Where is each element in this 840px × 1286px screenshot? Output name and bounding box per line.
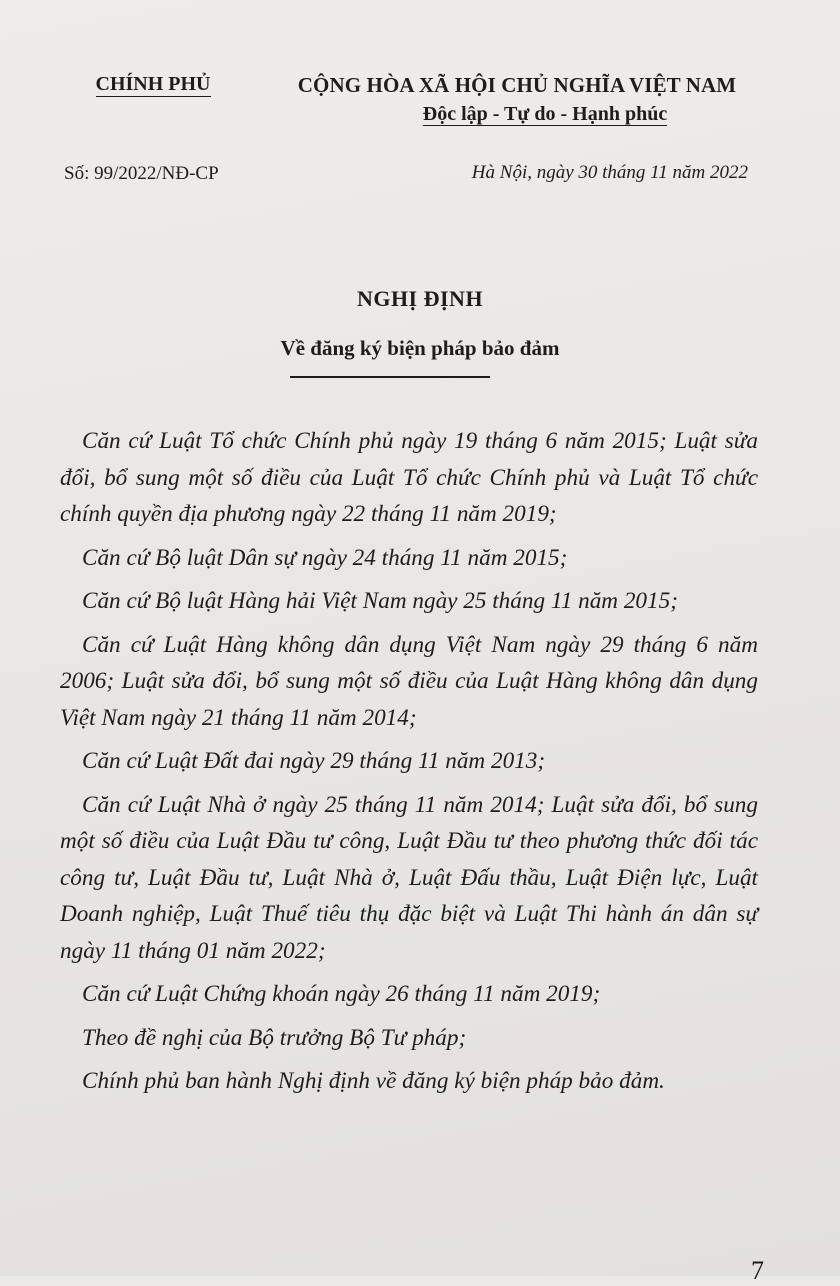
place-and-date: Hà Nội, ngày 30 tháng 11 năm 2022 [471, 162, 748, 183]
preamble-paragraph: Căn cứ Bộ luật Hàng hải Việt Nam ngày 25 tháng 11 năm 2015; [82, 588, 678, 614]
preamble-paragraph: Chính phủ ban hành Nghị định về đăng ký biện pháp bảo đảm. [82, 1068, 665, 1094]
preamble-paragraph: Căn cứ Luật Tổ chức Chính phủ ngày 19 tháng 6 năm 2015; Luật sửa đổi, bổ sung một số điều của Luật Tổ chức Chính phủ và Luật Tổ chức chính quyền địa phương ngày 22 tháng 11 năm 2019; [60, 428, 758, 527]
preamble-paragraph: Căn cứ Luật Hàng không dân dụng Việt Nam ngày 29 tháng 6 năm 2006; Luật sửa đổi, bổ sung một số điều của Luật Hàng không dân dụng Việt Nam ngày 21 tháng 11 năm 2014; [60, 631, 758, 731]
document-number: Số: 99/2022/NĐ-CP [64, 163, 219, 184]
document-title: NGHỊ ĐỊNH [356, 286, 484, 311]
preamble-paragraph: Căn cứ Luật Nhà ở ngày 25 tháng 11 năm 2014; Luật sửa đổi, bổ sung một số điều của Luật Đầu tư công, Luật Đầu tư theo phương thức đối tác công tư, Luật Đầu tư, Luật Nhà ở, Luật Đấu thầu, Luật Điện lực, Luật Doanh nghiệp, Luật Thuế tiêu thụ đặc biệt và Luật Thi hành án dân sự ngày 11 tháng 01 năm 2022; [60, 791, 758, 964]
preamble-paragraph: Theo đề nghị của Bộ trưởng Bộ Tư pháp; [82, 1024, 467, 1051]
header-left [88, 72, 218, 97]
preamble-paragraph: Căn cứ Luật Chứng khoán ngày 26 tháng 11 năm 2019; [82, 981, 601, 1007]
nation-name: CỘNG HÒA XÃ HỘI CHỦ NGHĨA VIỆT NAM [297, 73, 737, 97]
issuing-organization: CHÍNH PHỦ [95, 73, 211, 95]
document-subtitle: Về đăng ký biện pháp bảo đảm [280, 336, 560, 360]
header-right [282, 72, 752, 126]
preamble-paragraph: Căn cứ Bộ luật Dân sự ngày 24 tháng 11 năm 2015; [82, 544, 568, 571]
preamble-paragraph: Căn cứ Luật Đất đai ngày 29 tháng 11 năm 2013; [82, 748, 546, 774]
national-motto: Độc lập - Tự do - Hạnh phúc [422, 103, 668, 125]
national-motto-wrap [282, 102, 752, 126]
preamble [60, 423, 758, 1107]
page-number: 7 [751, 1256, 764, 1285]
title-divider [290, 376, 490, 378]
